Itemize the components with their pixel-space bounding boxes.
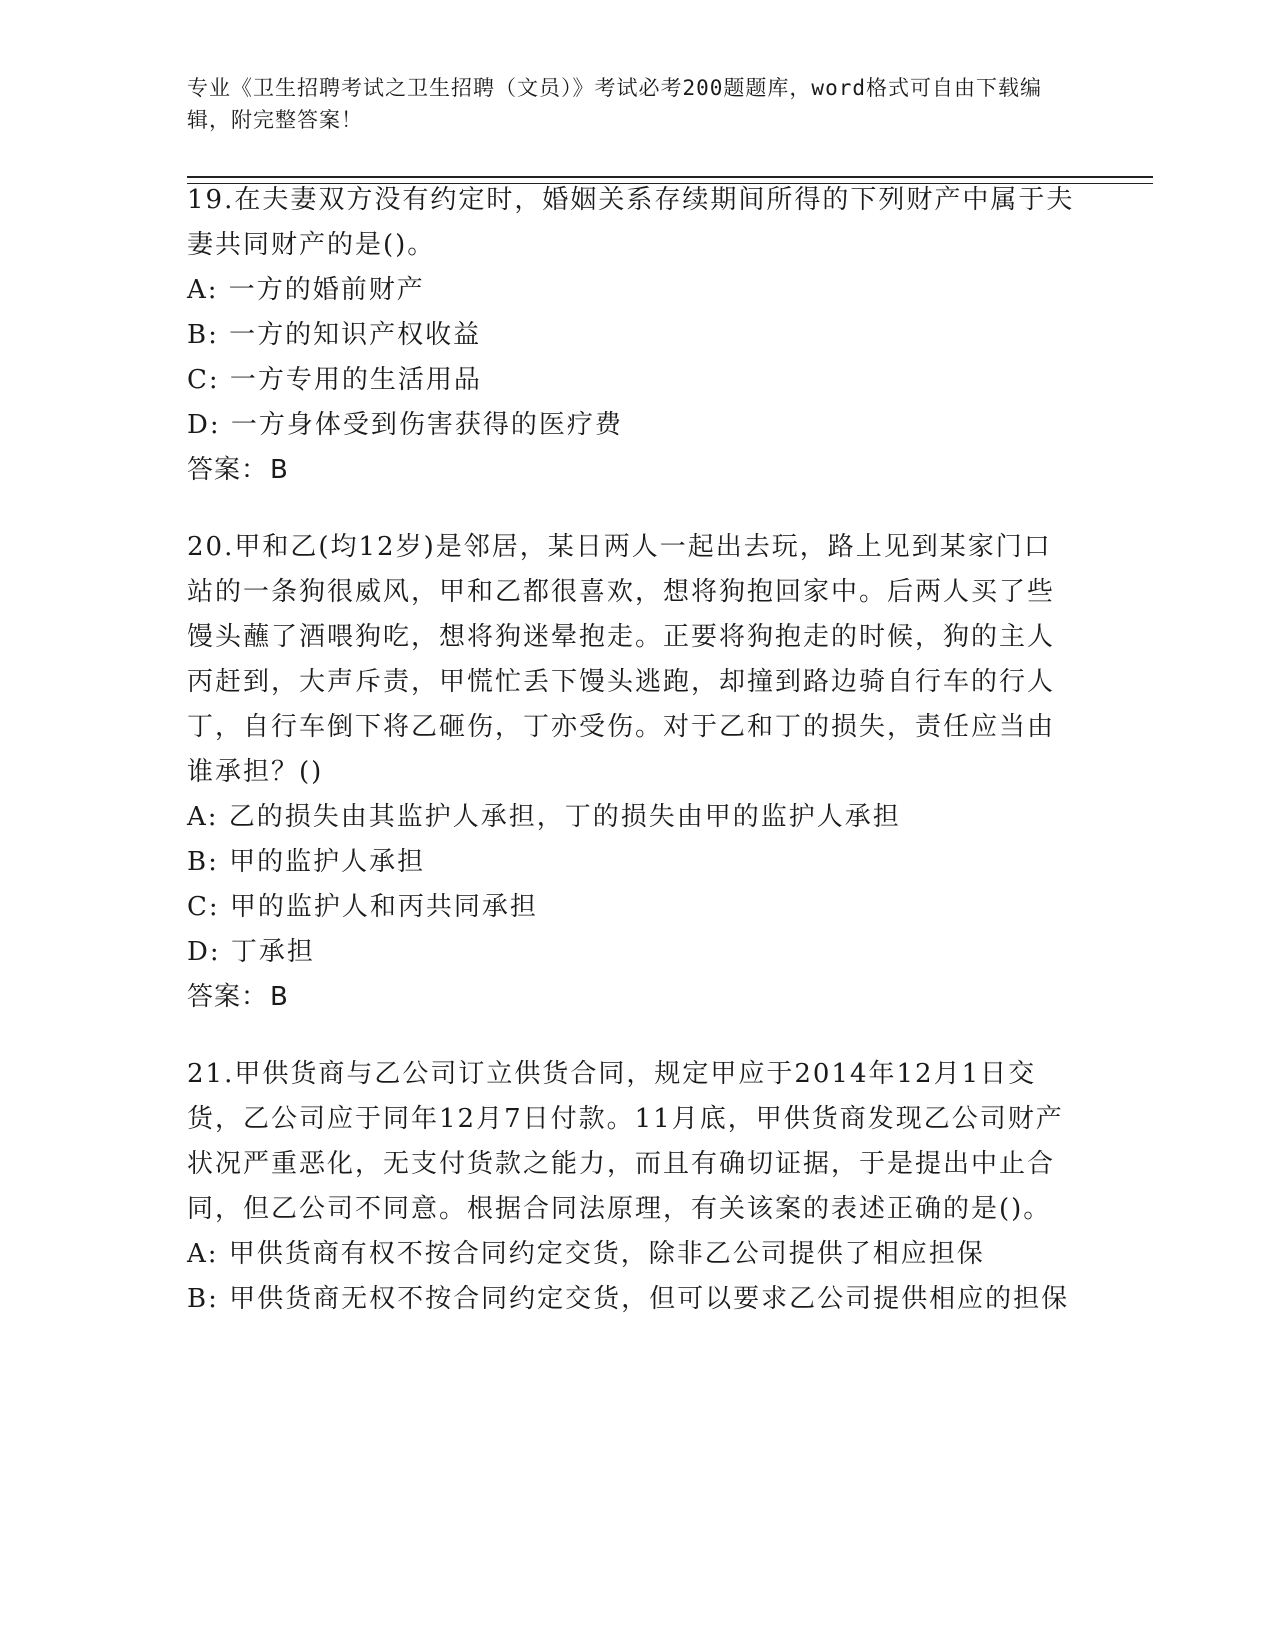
answer-value: B <box>270 982 289 1012</box>
question-stem: 20.甲和乙(均12岁)是邻居，某日两人一起出去玩，路上见到某家门口站的一条狗很威风，甲和乙都很喜欢，想将狗抱回家中。后两人买了些馒头蘸了酒喂狗吃，想将狗迷晕抱走。正要将狗抱走的时候，狗的主人丙赶到，大声斥责，甲慌忙丢下馒头逃跑，却撞到路边骑自行车的行人丁，自行车倒下将乙砸伤，丁亦受伤。对于乙和丁的损失，责任应当由谁承担？() <box>187 532 1056 787</box>
answer <box>187 448 1077 493</box>
question-stem: 19.在夫妻双方没有约定时，婚姻关系存续期间所得的下列财产中属于夫妻共同财产的是()。 <box>187 185 1075 260</box>
question-19 <box>187 178 1077 493</box>
document-header: 专业《卫生招聘考试之卫生招聘（文员）》考试必考200题题库，word格式可自由下载编辑，附完整答案！ <box>187 76 1042 132</box>
option-a: A: 乙的损失由其监护人承担，丁的损失由甲的监护人承担 <box>187 802 901 832</box>
answer-label: 答案： <box>187 982 269 1012</box>
option-b: B: 一方的知识产权收益 <box>187 320 482 350</box>
question-21 <box>187 1052 1077 1322</box>
answer-value: B <box>270 455 289 485</box>
answer <box>187 975 1077 1020</box>
option-c: C: 一方专用的生活用品 <box>187 365 482 395</box>
question-stem: 21.甲供货商与乙公司订立供货合同，规定甲应于2014年12月1日交货，乙公司应于同年12月7日付款。11月底，甲供货商发现乙公司财产状况严重恶化，无支付货款之能力，而且有确切证据，于是提出中止合同，但乙公司不同意。根据合同法原理，有关该案的表述正确的是()。 <box>187 1059 1064 1224</box>
option-b: B: 甲供货商无权不按合同约定交货，但可以要求乙公司提供相应的担保 <box>187 1284 1070 1314</box>
option-a: A: 一方的婚前财产 <box>187 275 425 305</box>
answer-label: 答案： <box>187 455 269 485</box>
option-d: D: 丁承担 <box>187 937 315 967</box>
option-a: A: 甲供货商有权不按合同约定交货，除非乙公司提供了相应担保 <box>187 1239 985 1269</box>
question-20 <box>187 525 1077 1020</box>
option-b: B: 甲的监护人承担 <box>187 847 426 877</box>
option-c: C: 甲的监护人和丙共同承担 <box>187 892 538 922</box>
option-d: D: 一方身体受到伤害获得的医疗费 <box>187 410 623 440</box>
